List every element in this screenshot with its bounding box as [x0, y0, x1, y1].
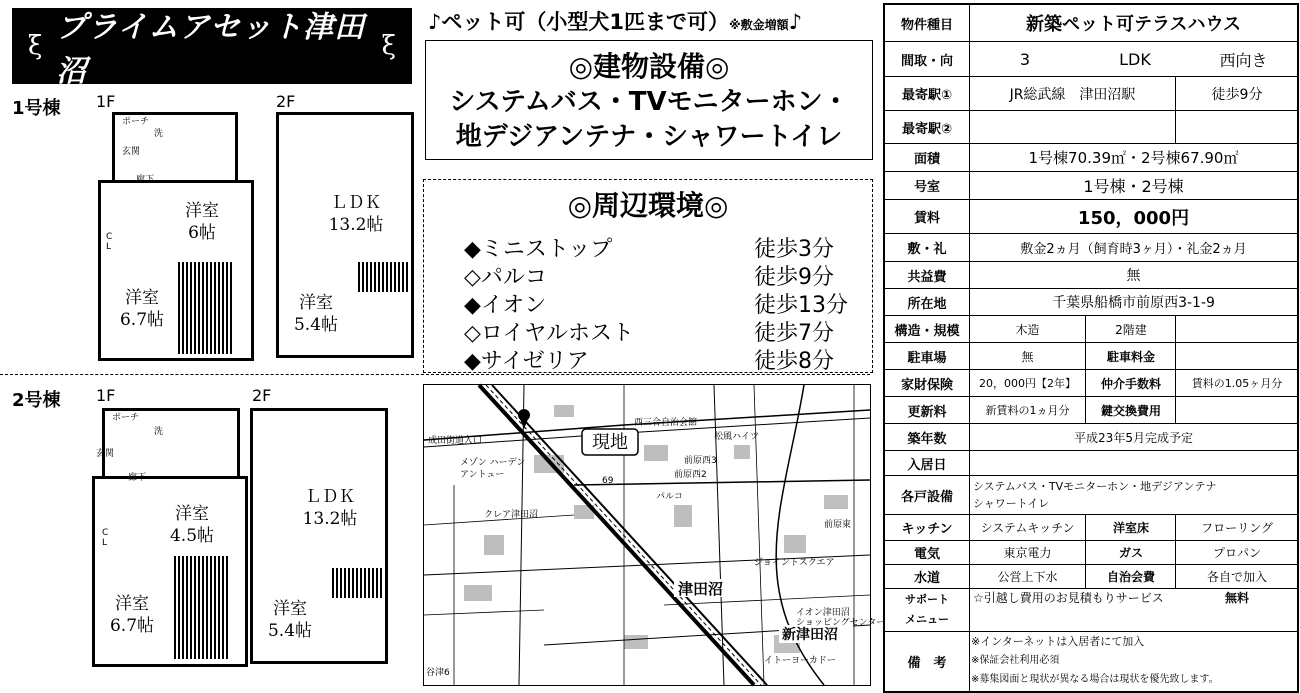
map-label: クレア津田沼	[484, 510, 539, 520]
map-graphic	[424, 385, 886, 685]
hall-label: 廊下	[136, 175, 155, 185]
room-western-6-7: 洋室 6.7帖	[109, 594, 155, 636]
washroom-label: 洗	[154, 129, 164, 139]
map-station-2: 新津田沼	[782, 627, 838, 643]
map-label: イトーヨーカドー	[764, 656, 836, 666]
entrance-label: 玄関	[96, 449, 115, 459]
room-western-5-4: 洋室 5.4帖	[267, 599, 313, 641]
map-label: メゾン ハーデン	[460, 458, 526, 468]
room-western-6-7: 洋室 6.7帖	[119, 288, 165, 330]
entrance-label: 玄関	[122, 147, 141, 157]
building-1-floor-2-plan	[276, 112, 416, 357]
map-label: 成田街道入口	[428, 436, 483, 446]
balcony-hatch	[358, 262, 408, 292]
room-western-5-4: 洋室 5.4帖	[293, 293, 339, 335]
room-western-4-5: 洋室 4.5帖	[169, 504, 215, 546]
title-banner	[12, 8, 412, 89]
equipment-box	[425, 40, 873, 160]
area-map	[423, 384, 886, 686]
row-type: 物件種目 新築ペット可テラスハウス	[885, 5, 1297, 42]
map-label: 前原西3	[684, 456, 717, 466]
map-label: 69	[602, 476, 614, 486]
row-unit: 号室 1号棟・2号棟	[885, 172, 1297, 200]
building-2-label: 2号棟	[12, 390, 61, 411]
surroundings-item	[464, 344, 864, 372]
building-1-floor-1-plan	[92, 112, 252, 357]
row-kitchen: キッチン システムキッチン 洋室床 フローリング	[885, 515, 1297, 541]
surroundings-item	[464, 288, 864, 316]
surroundings-item	[464, 260, 864, 288]
place-name: ◇パルコ	[464, 265, 547, 290]
balcony-hatch	[332, 568, 382, 598]
walk-time: 徒歩7分	[754, 321, 834, 346]
map-label: 松風ハイツ	[714, 432, 760, 442]
building-2-floor-1-plan	[92, 408, 252, 663]
building-1-label: 1号棟	[12, 98, 61, 119]
row-station-2: 最寄駅②	[885, 111, 1297, 144]
map-label: 前原西2	[674, 470, 707, 480]
row-station-1: 最寄駅① JR総武線 津田沼駅 徒歩9分	[885, 77, 1297, 111]
property-table	[883, 3, 1299, 693]
map-label: パルコ	[656, 492, 684, 502]
map-label: 前原東	[824, 520, 852, 530]
map-label: アントュー	[460, 470, 505, 480]
hall-label: 廊下	[128, 473, 147, 483]
map-label: イオン津田沼	[796, 608, 850, 618]
row-support: サポート メニュー ☆引越し費用のお見積もりサービス 無料	[885, 589, 1297, 632]
pet-end: ♪	[788, 10, 803, 34]
equipment-line-1: システムバス・TVモニターホン・	[449, 87, 849, 117]
map-label: ジョイントスクエア	[754, 558, 835, 568]
row-layout: 間取・向 3 LDK 西向き	[885, 42, 1297, 77]
place-name: ◇ロイヤルホスト	[464, 321, 635, 346]
place-name: ◆サイゼリア	[464, 349, 589, 374]
room-ldk: ＬＤＫ 13.2帖	[302, 487, 358, 529]
equipment-line-2: 地デジアンテナ・シャワートイレ	[455, 122, 843, 152]
walk-time: 徒歩9分	[754, 265, 834, 290]
washroom-label: 洗	[154, 427, 164, 437]
surroundings-heading: ◎周辺環境◎	[567, 189, 729, 222]
row-insurance: 家財保険 20，000円【2年】 仲介手数料 賃料の1.05ヶ月分	[885, 370, 1297, 397]
row-deposit: 敷・礼 敷金2ヵ月（飼育時3ヶ月）・礼金2ヵ月	[885, 234, 1297, 262]
porch-label: ポーチ	[122, 117, 150, 127]
pet-allowed-line	[428, 6, 868, 36]
porch-label: ポーチ	[112, 413, 140, 423]
map-station-1: 津田沼	[678, 580, 724, 598]
map-label: 谷津6	[426, 668, 450, 678]
walk-time: 徒歩8分	[754, 349, 834, 374]
surroundings-box	[423, 179, 873, 373]
row-facilities: 各戸設備 システムバス・TVモニターホン・地デジアンテナ シャワートイレ	[885, 476, 1297, 515]
map-label: 西三合自治会館	[634, 418, 698, 428]
row-parking: 駐車場 無 駐車料金	[885, 343, 1297, 370]
walk-time: 徒歩13分	[754, 293, 848, 318]
surroundings-item	[464, 232, 864, 260]
balcony-hatch	[174, 556, 230, 659]
building-1-floor-2-label: 2F	[276, 92, 296, 111]
ornament-right: ξ	[381, 31, 396, 61]
closet-label: C L	[106, 232, 113, 252]
building-1-floor-1-label: 1F	[96, 92, 116, 111]
walk-time: 徒歩3分	[754, 237, 834, 262]
row-water: 水道 公営上下水 自治会費 各自で加入	[885, 565, 1297, 589]
section-divider	[0, 374, 870, 375]
pet-main: ♪ペット可（小型犬1匹まで可）	[428, 10, 730, 34]
row-rent: 賃料 150，000円	[885, 200, 1297, 234]
row-common: 共益費 無	[885, 262, 1297, 289]
closet-label: C L	[102, 528, 109, 548]
row-address: 所在地 千葉県船橋市前原西3-1-9	[885, 289, 1297, 316]
row-notes: 備 考 ※インターネットは入居者にて加入 ※保証会社利用必須 ※募集図面と現状が異なる場合は現状を優先致します。	[885, 632, 1297, 691]
property-type: 新築ペット可テラスハウス	[1026, 14, 1241, 35]
place-name: ◆ミニストップ	[464, 237, 613, 262]
building-2-floor-2-plan	[250, 408, 390, 663]
building-2-floor-1-label: 1F	[96, 386, 116, 405]
surroundings-item	[464, 316, 864, 344]
place-name: ◆イオン	[464, 293, 547, 318]
row-movein: 入居日	[885, 451, 1297, 476]
map-here-label: 現地	[592, 432, 628, 453]
property-title: プライムアセット津田沼	[56, 10, 366, 89]
row-structure: 構造・規模 木造 2階建	[885, 316, 1297, 343]
row-built: 築年数 平成23年5月完成予定	[885, 424, 1297, 451]
row-area: 面積 1号棟70.39㎡・2号棟67.90㎡	[885, 144, 1297, 172]
pet-note: ※敷金増額	[729, 18, 789, 32]
balcony-hatch	[178, 262, 234, 354]
row-electric: 電気 東京電力 ガス プロパン	[885, 541, 1297, 565]
room-ldk: ＬＤＫ 13.2帖	[328, 193, 384, 235]
room-western-6: 洋室 6帖	[185, 201, 219, 243]
row-renewal: 更新料 新賃料の1ヵ月分 鍵交換費用	[885, 397, 1297, 424]
ornament-left: ξ	[28, 31, 43, 61]
building-2-floor-2-label: 2F	[252, 386, 272, 405]
map-label: ショッピングセンター	[796, 618, 886, 628]
equipment-heading: ◎建物設備◎	[568, 50, 730, 83]
